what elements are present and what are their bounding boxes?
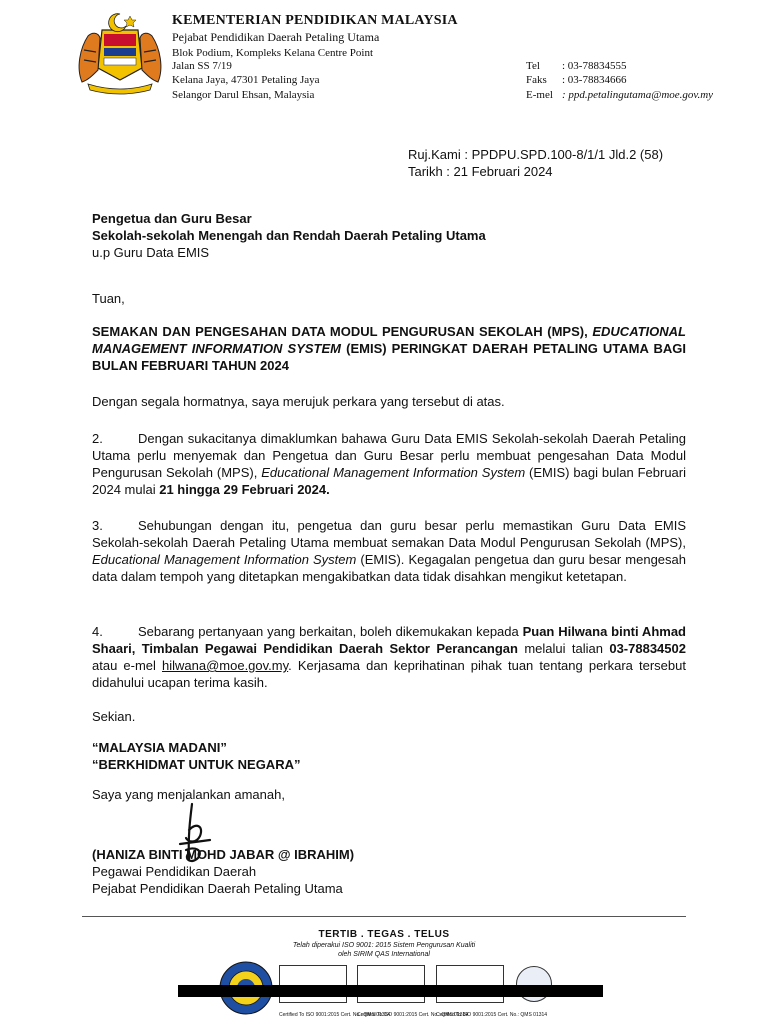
telephone-label: Tel (526, 60, 540, 72)
address-line: Jalan SS 7/19 (172, 60, 232, 72)
signer-title: Pegawai Pendidikan Daerah (92, 864, 257, 879)
telephone-number: : 03-78834555 (562, 60, 627, 72)
fax-number: : 03-78834666 (562, 74, 627, 86)
contact-phone: 03-78834502 (609, 641, 686, 656)
contact-person: Puan Hilwana binti Ahmad Shaari, Timbalan Pegawai Pendidikan Daerah Sektor Perancangan (92, 624, 686, 656)
closing: Sekian. (92, 709, 136, 724)
paragraph-text: Sebarang pertanyaan yang berkaitan, boleh dikemukakan kepada (138, 624, 523, 639)
ministry-title: KEMENTERIAN PENDIDIKAN MALAYSIA (172, 13, 458, 28)
certification-caption: Certified To ISO 9001:2015 Cert. No.: QMS 01314 (279, 1012, 391, 1018)
redaction-bar (178, 985, 603, 997)
paragraph-text: (EMIS) bagi bulan Februari 2024 mulai (92, 465, 687, 497)
paragraph-italic-text: Educational Management Information System (92, 552, 357, 567)
paragraph-text: Sehubungan dengan itu, pengetua dan guru besar perlu memastikan Guru Data EMIS Sekolah-sekolah Daerah Petaling Utama membuat semakan Data Modul Pengurusan Sekolah (MPS), (92, 518, 686, 550)
contact-telephone (526, 60, 626, 72)
reference-block (408, 146, 663, 180)
paragraph-text: Dengan sukacitanya dimaklumkan bahawa Guru Data EMIS Sekolah-sekolah Daerah Petaling Utama perlu menyemak dan Pengetua dan Guru Besar perlu membuat pengesahan Data Modul Pengurusan Sekolah (MPS), (92, 431, 686, 480)
letter-date: Tarikh : 21 Februari 2024 (408, 164, 553, 179)
paragraph-2 (92, 430, 686, 498)
address-line: Selangor Darul Ehsan, Malaysia (172, 89, 315, 101)
salutation: Tuan, (92, 291, 125, 306)
quality-certification-logo (279, 965, 347, 1003)
iso-statement: oleh SIRIM QAS International (338, 951, 430, 958)
reference-number: Ruj.Kami : PPDPU.SPD.100-8/1/1 Jld.2 (58) (408, 147, 664, 162)
paragraph-bold-text: 21 hingga 29 Februari 2024. (159, 482, 330, 497)
contact-email-link[interactable]: hilwana@moe.gov.my (162, 658, 289, 673)
address-line: Blok Podium, Kompleks Kelana Centre Point (172, 47, 374, 59)
paragraph-text: . Kerjasama dan keprihatinan pihak tuan tentang perkara tersebut didahului ucapan terima kasih. (92, 658, 686, 690)
office-name: Pejabat Pendidikan Daerah Petaling Utama (172, 30, 380, 44)
paragraph-number: 3. (92, 518, 103, 533)
paragraph-number: 4. (92, 624, 103, 639)
recipient-attention: u.p Guru Data EMIS (92, 245, 210, 260)
email-address: : ppd.petalingutama@moe.gov.my (562, 89, 714, 101)
quality-certification-logo (436, 965, 504, 1003)
recipient-block (92, 210, 486, 261)
iso-statement: Telah diperakui ISO 9001: 2015 Sistem Pengurusan Kualiti (292, 942, 476, 949)
email-label: E-mel (526, 89, 553, 101)
paragraph-text: (EMIS). Kegagalan pengetua dan guru besar mengesah data dalam tempoh yang ditetapkan mengakibatkan data tidak disahkan mengikut ketetapan. (92, 552, 686, 584)
contact-email (526, 89, 713, 101)
subject-italic-text: EDUCATIONAL MANAGEMENT INFORMATION SYSTEM (92, 324, 686, 356)
signer-block (92, 846, 354, 897)
paragraph-text: melalui talian (517, 641, 610, 656)
malaysia-coat-of-arms-logo (70, 10, 170, 98)
paragraph-1: Dengan segala hormatnya, saya merujuk perkara yang tersebut di atas. (92, 394, 505, 409)
motto-line: “MALAYSIA MADANI” (92, 740, 227, 755)
subject-text: (EMIS) PERINGKAT DAERAH PETALING UTAMA BAGI BULAN FEBRUARI TAHUN 2024 (92, 341, 687, 373)
recipient-line: Pengetua dan Guru Besar (92, 211, 252, 226)
certification-caption: Certified To ISO 9001:2015 Cert. No.: QMS 01314 (436, 1012, 548, 1018)
paragraph-text: atau e-mel (92, 658, 162, 673)
fax-label: Faks (526, 74, 547, 86)
trust-statement: Saya yang menjalankan amanah, (92, 787, 285, 802)
address-line: Kelana Jaya, 47301 Petaling Jaya (172, 74, 320, 86)
certification-caption: Certified To ISO 9001:2015 Cert. No.: QMS 01314 (357, 1012, 469, 1018)
motto-line: “BERKHIDMAT UNTUK NEGARA” (92, 757, 301, 772)
recipient-line: Sekolah-sekolah Menengah dan Rendah Daerah Petaling Utama (92, 228, 486, 243)
footer-tagline: TERTIB . TEGAS . TELUS (318, 929, 450, 940)
paragraph-italic-text: Educational Management Information System (261, 465, 526, 480)
standards-certification-logo (357, 965, 425, 1003)
signer-name: (HANIZA BINTI MOHD JABAR @ IBRAHIM) (92, 847, 355, 862)
footer-divider (82, 916, 686, 917)
signer-office: Pejabat Pendidikan Daerah Petaling Utama (92, 881, 343, 896)
contact-fax (526, 74, 626, 86)
subject-text: SEMAKAN DAN PENGESAHAN DATA MODUL PENGURUSAN SEKOLAH (MPS), (92, 324, 588, 339)
letter-subject (92, 323, 686, 374)
paragraph-3 (92, 517, 686, 585)
paragraph-number: 2. (92, 431, 103, 446)
paragraph-4 (92, 623, 686, 691)
motto-block (92, 739, 300, 773)
